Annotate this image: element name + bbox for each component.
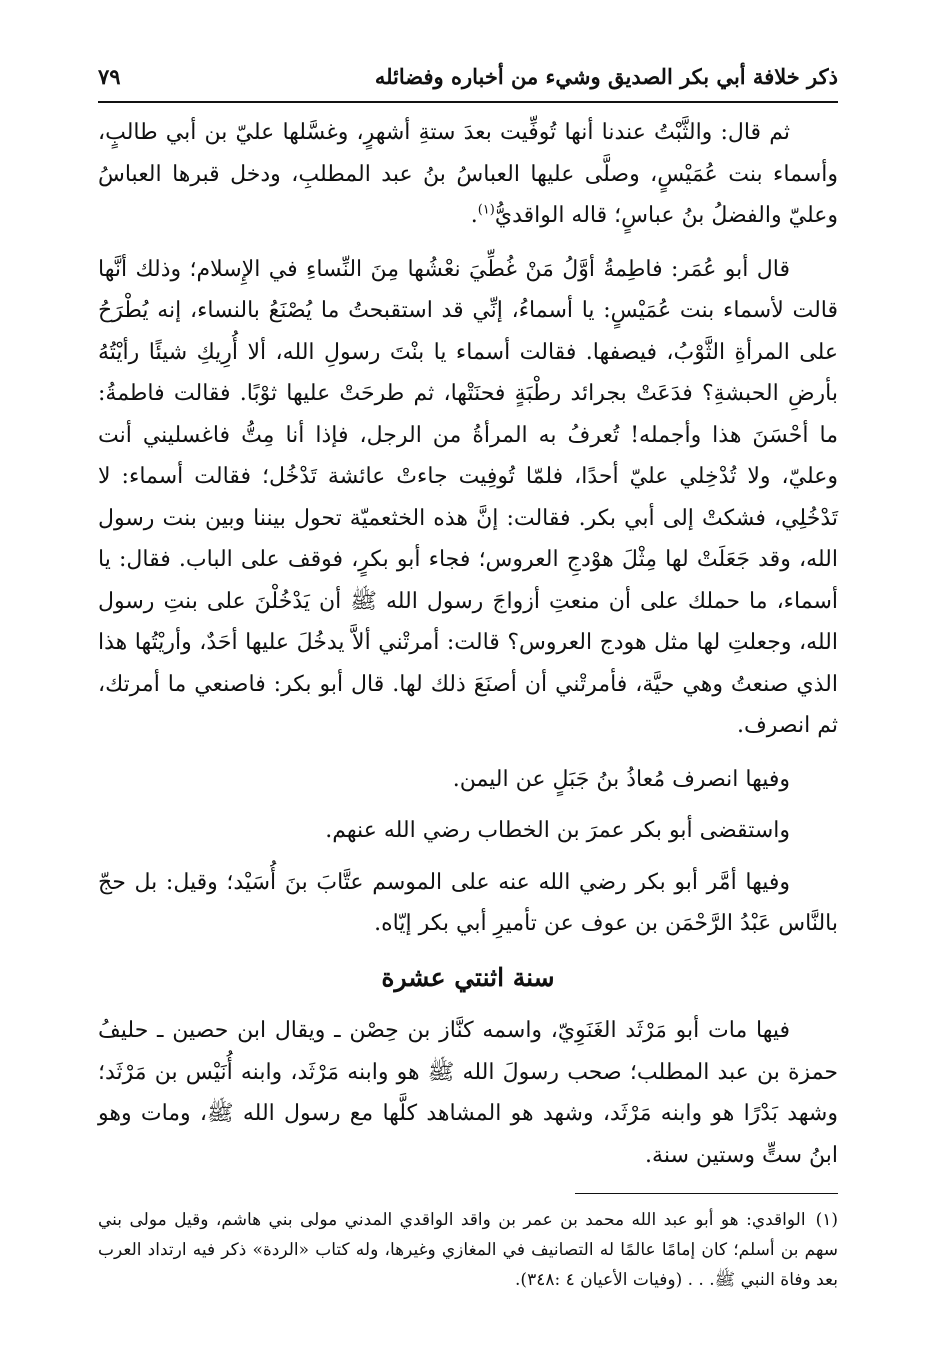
section-paragraph: فيها مات أبو مَرْثَد الغَنَوِيّ، واسمه كنَّاز بن حِصْن ـ ويقال ابن حصين ـ حليفُ حمزة بن عبد المطلب؛ صحب رسولَ الله ﷺ هو وابنه مَرْثَد، وابنه أُنَيْس بن مَرْثَد؛ وشهد بَدْرًا هو وابنه مَرْثَد، وشهد هو المشاهد كلَّها مع رسول الله ﷺ، ومات وهو ابنُ ستٍّ وستين سنة. bbox=[98, 1018, 838, 1168]
footnote-number: (١) bbox=[815, 1210, 838, 1230]
footnote-reference: (١) bbox=[477, 202, 495, 218]
paragraph-4: واستقضى أبو بكر عمرَ بن الخطاب رضي الله عنهم. bbox=[325, 818, 790, 843]
paragraph-5: وفيها أمَّر أبو بكر رضي الله عنه على الموسم عتَّابَ بنَ أُسَيْد؛ وقيل: بل حجّ بالنَّاس عَبْدُ الرَّحْمَن بن عوف عن تأميرِ أبي بكر إيّاه. bbox=[98, 869, 838, 936]
paragraph-3: وفيها انصرف مُعاذُ بنُ جَبَلٍ عن اليمن. bbox=[452, 766, 790, 792]
body-text bbox=[98, 112, 838, 1188]
footnote-rule bbox=[575, 1193, 838, 1194]
paragraph-1 bbox=[98, 112, 838, 237]
running-header bbox=[98, 58, 838, 98]
section-heading: سنة اثنتي عشرة bbox=[381, 962, 555, 992]
footnote-text: الواقدي: هو أبو عبد الله محمد بن عمر بن واقد الواقدي المدني مولى بني هاشم، وقيل مولى بني سهم بن أسلم؛ كان إمامًا عالمًا له التصانيف في المغازي وغيرها، وله كتاب «الردة» ذكر فيه ارتداد العرب بعد وفاة النبي ﷺ. . . (وفيات الأعيان ٤ :٣٤٨). bbox=[98, 1210, 838, 1290]
running-title: ذكر خلافة أبي بكر الصديق وشيء من أخباره وفضائله bbox=[374, 64, 838, 89]
paragraph-2: قال أبو عُمَر: فاطِمةُ أوَّلُ مَنْ غُطِّيَ نعْشُها مِنَ النِّساءِ في الإِسلام؛ وذلك أنَّها قالت لأسماء بنت عُمَيْسٍ: يا أسماءُ، إنِّي قد استقبحتُ ما يُصْنَعُ بالنساء، إنه يُطْرَحُ على المرأةِ الثَّوْبُ، فيصفها. فقالت أسماء يا بنْتَ رسولِ الله، ألا أُرِيكِ شيئًا رأيْتُهُ بأرضِ الحبشةِ؟ فدَعَتْ بجرائد رطْبَةٍ فحنَتْها، ثم طرحَتْ عليها ثوْبًا. فقالت فاطمةُ: ما أحْسَنَ هذا وأجمله! تُعرفُ به المرأةُ من الرجل، فإذا أنا مِتُّ فاغسليني أنت وعليّ، ولا تُدْخِلي عليّ أحدًا، فلمّا تُوفِيت جاءتْ عائشة تَدْخُل؛ فقالت أسماء: لا تَدْخُلِي، فشكتْ إلى أبي بكر. فقالت: إنَّ هذه الخثعميّة تحول بيننا وبين بنت رسول الله، وقد جَعَلَتْ لها مِثْلَ هوْدجِ العروس؛ فجاء أبو بكرٍ، فوقف على الباب. فقال: يا أسماء، ما حملك على أن منعتِ أزواجَ رسول الله ﷺ أن يَدْخُلْنَ على بنتِ رسول الله، وجعلتِ لها مثل هودج العروس؟ قالت: أمرتْني ألاَّ يدخُلَ عليها أحَدٌ، وأريْتُها هذا الذي صنعتُ وهي حيَّة، فأمرتْني أن أصنَعَ ذلك لها. قال أبو بكر: فاصنعي ما أمرتك، ثم انصرف. bbox=[98, 256, 838, 738]
paragraph-1-text: ثم قال: والثَّبْتُ عندنا أنها تُوفِّيت بعدَ ستةِ أشهرٍ، وغسَّلها عليّ بن أبي طالبٍ، وأسماء بنت عُمَيْسٍ، وصلَّى عليها العباسُ بنُ عبد المطلبِ، ودخل قبرها العباسُ وعليّ والفضلُ بنُ عباسٍ؛ قاله الواقديُّ bbox=[98, 120, 838, 228]
header-rule bbox=[98, 101, 838, 103]
footnote bbox=[98, 1205, 838, 1295]
page-number: ٧٩ bbox=[98, 64, 121, 89]
paragraph-1-tail: . bbox=[470, 203, 478, 228]
